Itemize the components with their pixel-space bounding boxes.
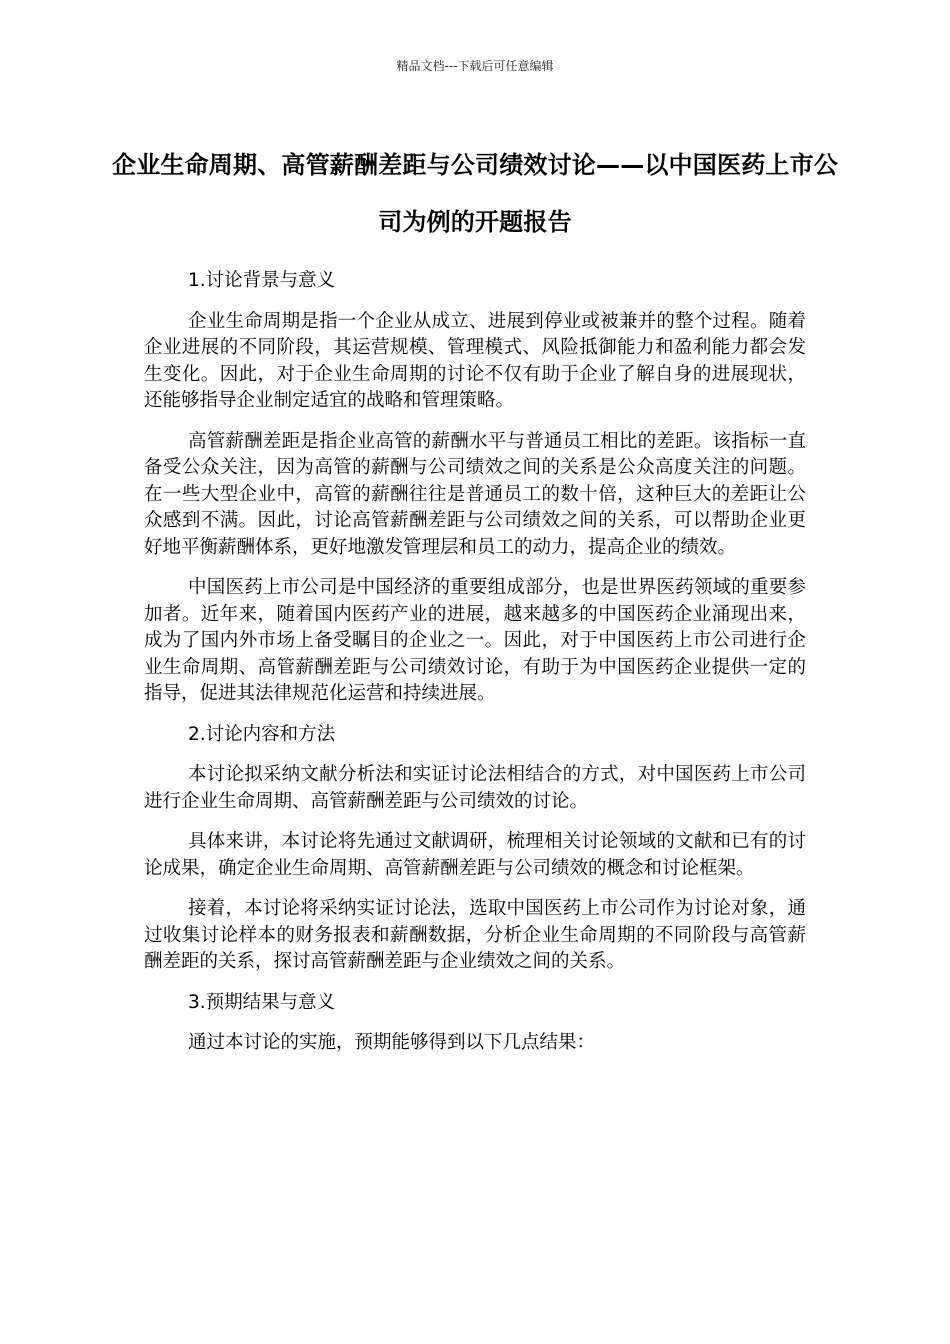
header-note: 精品文档---下载后可任意编辑 <box>396 59 554 73</box>
section-expected-results <box>144 990 806 1057</box>
section-background <box>144 268 806 708</box>
paragraph: 具体来讲，本讨论将先通过文献调研，梳理相关讨论领域的文献和已有的讨论成果，确定企业生命周期、高管薪酬差距与公司绩效的概念和讨论框架。 <box>144 831 806 879</box>
section-heading: 2.讨论内容和方法 <box>188 723 336 745</box>
document-title: 企业生命周期、高管薪酬差距与公司绩效讨论——以中国医药上市公司为例的开题报告 <box>112 151 838 236</box>
section-content-method <box>144 722 806 976</box>
document-body <box>144 268 806 1071</box>
paragraph: 接着，本讨论将采纳实证讨论法，选取中国医药上市公司作为讨论对象，通过收集讨论样本的财务报表和薪酬数据，分析企业生命周期的不同阶段与高管薪酬差距的关系，探讨高管薪酬差距与企业绩效之间的关系。 <box>144 898 806 972</box>
paragraph: 企业生命周期是指一个企业从成立、进展到停业或被兼并的整个过程。随着企业进展的不同阶段，其运营规模、管理模式、风险抵御能力和盈利能力都会发生变化。因此，对于企业生命周期的讨论不仅有助于企业了解自身的进展现状，还能够指导企业制定适宜的战略和管理策略。 <box>144 310 806 411</box>
paragraph: 中国医药上市公司是中国经济的重要组成部分，也是世界医药领域的重要参加者。近年来，随着国内医药产业的进展，越来越多的中国医药企业涌现出来，成为了国内外市场上备受瞩目的企业之一。因此，对于中国医药上市公司进行企业生命周期、高管薪酬差距与公司绩效讨论，有助于为中国医药企业提供一定的指导，促进其法律规范化运营和持续进展。 <box>144 577 806 704</box>
paragraph: 通过本讨论的实施，预期能够得到以下几点结果： <box>188 1032 596 1053</box>
paragraph: 高管薪酬差距是指企业高管的薪酬水平与普通员工相比的差距。该指标一直备受公众关注，因为高管的薪酬与公司绩效之间的关系是公众高度关注的问题。在一些大型企业中，高管的薪酬往往是普通员工的数十倍，这种巨大的差距让公众感到不满。因此，讨论高管薪酬差距与公司绩效之间的关系，可以帮助企业更好地平衡薪酬体系，更好地激发管理层和员工的动力，提高企业的绩效。 <box>144 430 806 558</box>
section-heading: 1.讨论背景与意义 <box>188 270 336 291</box>
section-heading: 3.预期结果与意义 <box>188 991 336 1013</box>
paragraph: 本讨论拟采纳文献分析法和实证讨论法相结合的方式，对中国医药上市公司进行企业生命周期、高管薪酬差距与公司绩效的讨论。 <box>144 764 806 812</box>
